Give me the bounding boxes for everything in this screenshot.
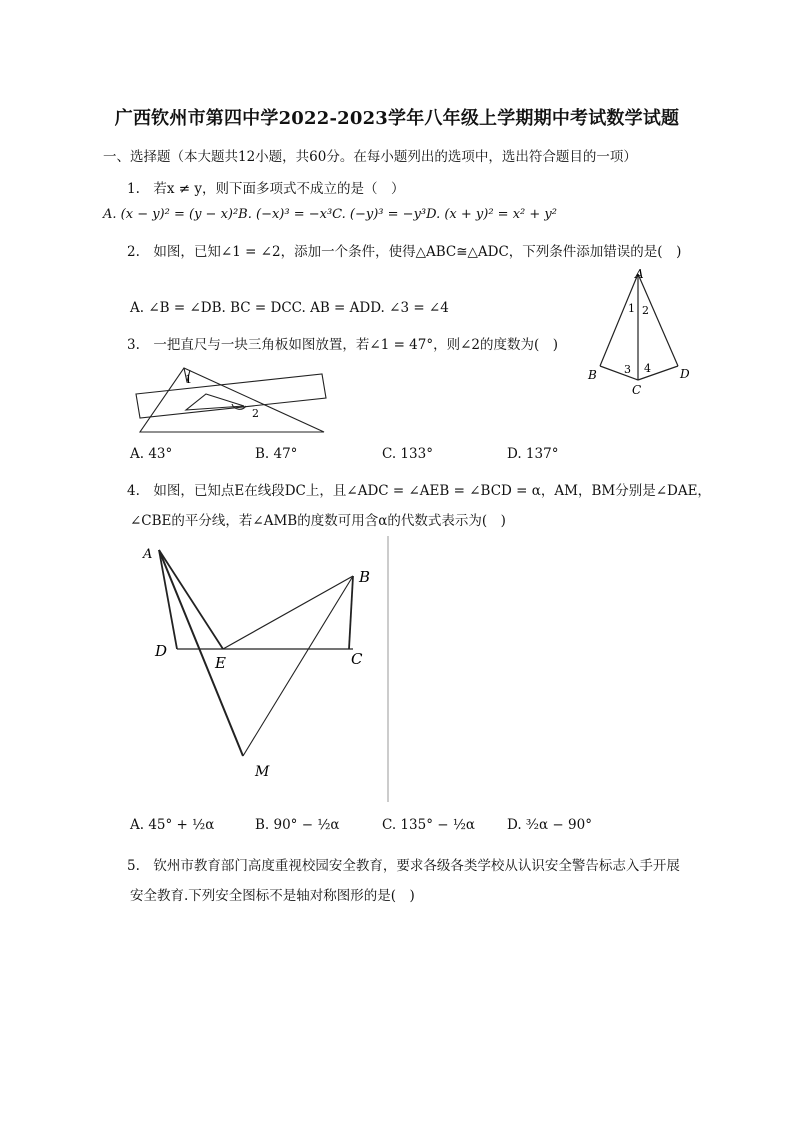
question-1-options: A. (x − y)² = (y − x)²B. (−x)³ = −x³C. (−y)³ = −y³D. (x + y)² = x² + y² (103, 207, 557, 222)
label-m: M (255, 764, 270, 780)
question-5-stem-line-2: 安全教育.下列安全图标不是轴对称图形的是( ) (130, 888, 415, 904)
set-square-outer (140, 368, 324, 432)
question-2-options: A. ∠B = ∠DB. BC = DCC. AB = ADD. ∠3 = ∠4 (130, 300, 449, 316)
segment-bc (600, 366, 638, 380)
label-b: B (588, 368, 597, 382)
segment-bc (349, 576, 353, 649)
question-3-stem: 3. 一把直尺与一块三角板如图放置，若∠1 = 47°，则∠2的度数为( ) (127, 337, 559, 353)
question-5-stem-line-1: 5. 钦州市教育部门高度重视校园安全教育，要求各级各类学校从认识安全警告标志入手开展 (127, 858, 680, 874)
question-4-option-b: B. 90° − ½α (255, 817, 340, 833)
segment-am (159, 550, 243, 756)
question-4-figure (135, 536, 395, 806)
question-2-figure (580, 262, 700, 402)
label-angle-2: 2 (642, 304, 649, 317)
segment-eb (223, 576, 353, 649)
question-4-option-d: D. ³⁄₂α − 90° (507, 817, 592, 833)
segment-ad (638, 274, 678, 366)
label-angle-1: 1 (628, 302, 635, 315)
section-heading: 一、选择题（本大题共12小题，共60分。在每小题列出的选项中，选出符合题目的一项） (103, 149, 637, 165)
label-angle-1: 1 (185, 373, 192, 386)
question-4-option-a: A. 45° + ½α (130, 817, 215, 833)
label-a: A (635, 267, 644, 281)
question-3-option-a: A. 43° (130, 446, 173, 462)
label-d: D (155, 642, 168, 660)
label-b: B (359, 568, 371, 586)
segment-bm (243, 576, 353, 756)
label-d: D (680, 367, 690, 381)
question-2-stem: 2. 如图，已知∠1 = ∠2，添加一个条件，使得△ABC≅△ADC，下列条件添加错误的是( ) (127, 244, 682, 260)
question-3-option-b: B. 47° (255, 446, 298, 462)
label-e: E (215, 654, 226, 672)
label-angle-2: 2 (252, 407, 259, 420)
label-angle-4: 4 (644, 362, 651, 375)
question-4-option-c: C. 135° − ½α (382, 817, 476, 833)
question-4-stem-line-1: 4. 如图，已知点E在线段DC上，且∠ADC = ∠AEB = ∠BCD = α，AM，BM分别是∠DAE， (127, 483, 711, 499)
question-3-figure (128, 360, 338, 440)
question-3-option-d: D. 137° (507, 446, 559, 462)
question-4-stem-line-2: ∠CBE的平分线，若∠AMB的度数可用含α的代数式表示为( ) (130, 513, 506, 529)
page-title: 广西钦州市第四中学2022-2023学年八年级上学期期中考试数学试题 (114, 108, 680, 129)
segment-ab (600, 274, 638, 366)
question-1-stem: 1. 若x ≠ y，则下面多项式不成立的是（ ） (127, 181, 405, 197)
label-c: C (632, 383, 642, 397)
question-3-option-c: C. 133° (382, 446, 433, 462)
label-angle-3: 3 (624, 363, 631, 376)
label-a: A (143, 547, 153, 562)
label-c: C (351, 650, 363, 668)
